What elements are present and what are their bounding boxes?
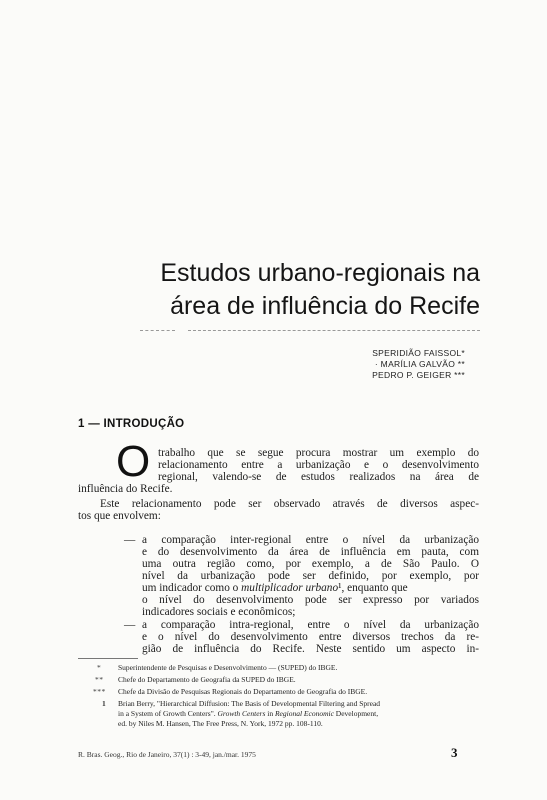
item2-line-2: e o nível do desenvolvimento entre diversos trechos da re- (142, 631, 479, 643)
footnote-text-cont: ed. by Niles M. Hansen, The Free Press, N. York, 1972 pp. 108-110. (118, 719, 323, 728)
item1-line-6: o nível do desenvolvimento pode ser expresso por variados (142, 594, 479, 606)
item1-line-5-end: ¹, enquanto que (338, 582, 408, 594)
footnote-text: Chefe do Departamento de Geografia da SUPED do IBGE. (118, 675, 296, 684)
footnote-emphasis: Growth Centers (217, 709, 266, 718)
footnote-text-part: Development, (333, 709, 379, 718)
p2-line-2: tos que envolvem: (78, 510, 161, 522)
emphasis-term: multiplicador urbano (241, 582, 339, 594)
article-title (140, 257, 480, 323)
footnote-mark: ** (95, 675, 104, 684)
footnote-text: Chefe da Divisão de Pesquisas Regionais do Departamento de Geografia do IBGE. (118, 687, 368, 696)
footnote-text: Superintendente de Pesquisas e Desenvolvimento — (SUPED) do IBGE. (118, 663, 338, 672)
title-line-1: Estudos urbano-regionais na (160, 259, 480, 287)
author-1: SPERIDIÃO FAISSOL* (372, 348, 465, 358)
item2-line-1: a comparação intra-regional, entre o nível da urbanização (142, 619, 479, 631)
title-line-2: área de influência do Recife (170, 292, 480, 320)
item1-line-3: uma outra região como, por exemplo, a de São Paulo. O (142, 558, 479, 570)
item1-line-4: nível da urbanização pode ser definido, por exemplo, por (142, 570, 479, 582)
drop-cap: O (116, 437, 151, 486)
title-rule-right (188, 330, 480, 331)
section-heading: 1 — INTRODUÇÃO (78, 418, 185, 430)
p1-line-2: relacionamento entre a urbanização e o desenvolvimento (158, 459, 479, 471)
item1-line-2: e do desenvolvimento da área de influência em pauta, com (142, 546, 479, 558)
footnote-text: Brian Berry, "Hierarchical Diffusion: The Basis of Developmental Filtering and Spread (118, 699, 381, 708)
footnote-mark: *** (93, 687, 106, 696)
p1-line-4: influência do Recife. (78, 483, 173, 495)
footnote-mark: * (97, 663, 102, 672)
p1-line-1: trabalho que se segue procura mostrar um exemplo do (158, 447, 479, 459)
item1-line-7: indicadores sociais e econômicos; (142, 606, 296, 618)
footnote-text-part: in (265, 709, 275, 718)
item1-line-5-start: um indicador como o (142, 582, 242, 594)
authors-block (330, 348, 465, 381)
list-dash: — (124, 619, 136, 631)
item1-line-1: a comparação inter-regional entre o nível da urbanização (142, 534, 479, 546)
p2-line-1: Este relacionamento pode ser observado através de diversos aspec- (100, 498, 479, 510)
journal-citation: R. Bras. Geog., Rio de Janeiro, 37(1) : 3-49, jan./mar. 1975 (78, 750, 256, 759)
item2-line-3: gião de influência do Recife. Neste sentido um aspecto in- (142, 643, 479, 655)
title-rule-left (140, 330, 175, 331)
footnote-emphasis: Regional Economic (274, 709, 334, 718)
author-3: PEDRO P. GEIGER *** (372, 370, 465, 380)
p1-line-3: regional, valendo-se de estudos realizados na área de (158, 471, 479, 483)
footnote-mark: 1 (102, 699, 107, 708)
author-2: · MARÍLIA GALVÃO ** (374, 359, 465, 369)
footnote-text-cont (118, 709, 378, 718)
item1-line-5 (142, 582, 408, 594)
list-dash: — (124, 534, 136, 546)
page-number: 3 (451, 745, 458, 760)
footnote-rule (78, 658, 138, 659)
footnote-text-part: in a System of Growth Centers". (118, 709, 218, 718)
